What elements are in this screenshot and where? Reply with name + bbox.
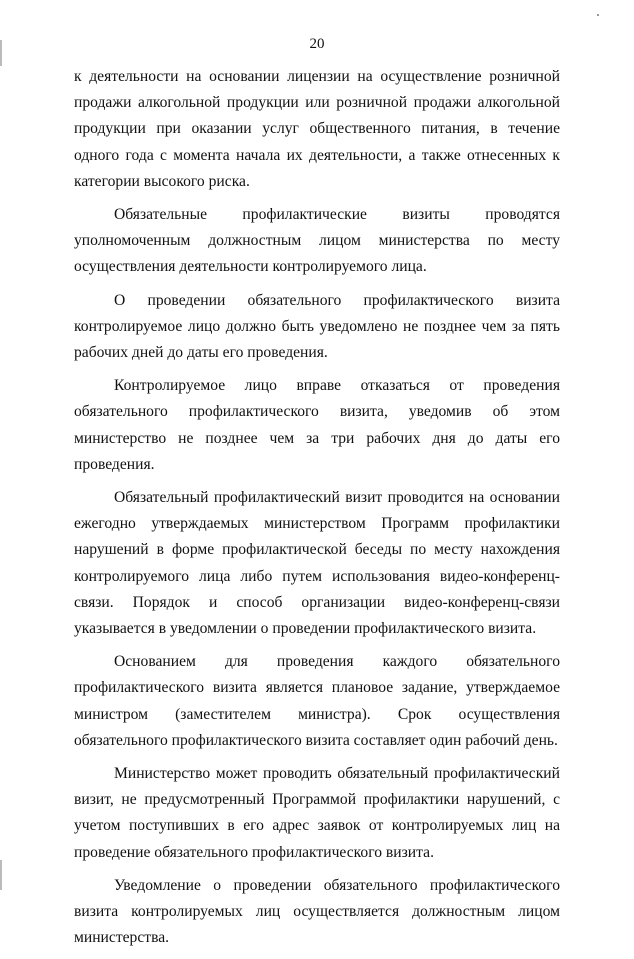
page-number: 20	[309, 36, 325, 52]
paragraph: Обязательный профилактический визит проводится на основании ежегодно утверждаемых министерством Программ профилактики нарушений в форме профилактической беседы по месту нахождения контролируемого лица либо путем использования видео-конференц-связи. Порядок и способ организации видео-конференц-связи указывается в уведомлении о проведении профилактического визита.	[74, 489, 560, 638]
paragraph: Уведомление о проведении обязательного профилактического визита контролируемых лиц осуществляется должностным лицом министерства.	[74, 876, 560, 947]
scan-speck	[597, 14, 599, 16]
paragraph: Обязательные профилактические визиты проводятся уполномоченным должностным лицом министерства по месту осуществления деятельности контролируемого лица.	[74, 206, 560, 276]
paragraph: Основанием для проведения каждого обязательного профилактического визита является плановое задание, утверждаемое министром (заместителем министра). Срок осуществления обязательного профилактического визита составляет один рабочий день.	[74, 653, 560, 749]
paragraph: О проведении обязательного профилактического визита контролируемое лицо должно быть уведомлено не позднее чем за пять рабочих дней до даты его проведения.	[74, 291, 560, 362]
scan-edge-mark	[0, 860, 2, 890]
paragraph: Министерство может проводить обязательный профилактический визит, не предусмотренный Программой профилактики нарушений, с учетом поступивших в его адрес заявок от контролируемых лиц на проведение обязательного профилактического визита.	[74, 765, 560, 861]
paragraph: к деятельности на основании лицензии на осуществление розничной продажи алкогольной продукции или розничной продажи алкогольной продукции при оказании услуг общественного питания, в течение одного года с момента начала их деятельности, а также отнесенных к категории высокого риска.	[74, 68, 560, 190]
paragraph: Контролируемое лицо вправе отказаться от проведения обязательного профилактического визита, уведомив об этом министерство не позднее чем за три рабочих дня до даты его проведения.	[74, 377, 560, 473]
body-text	[74, 64, 560, 959]
